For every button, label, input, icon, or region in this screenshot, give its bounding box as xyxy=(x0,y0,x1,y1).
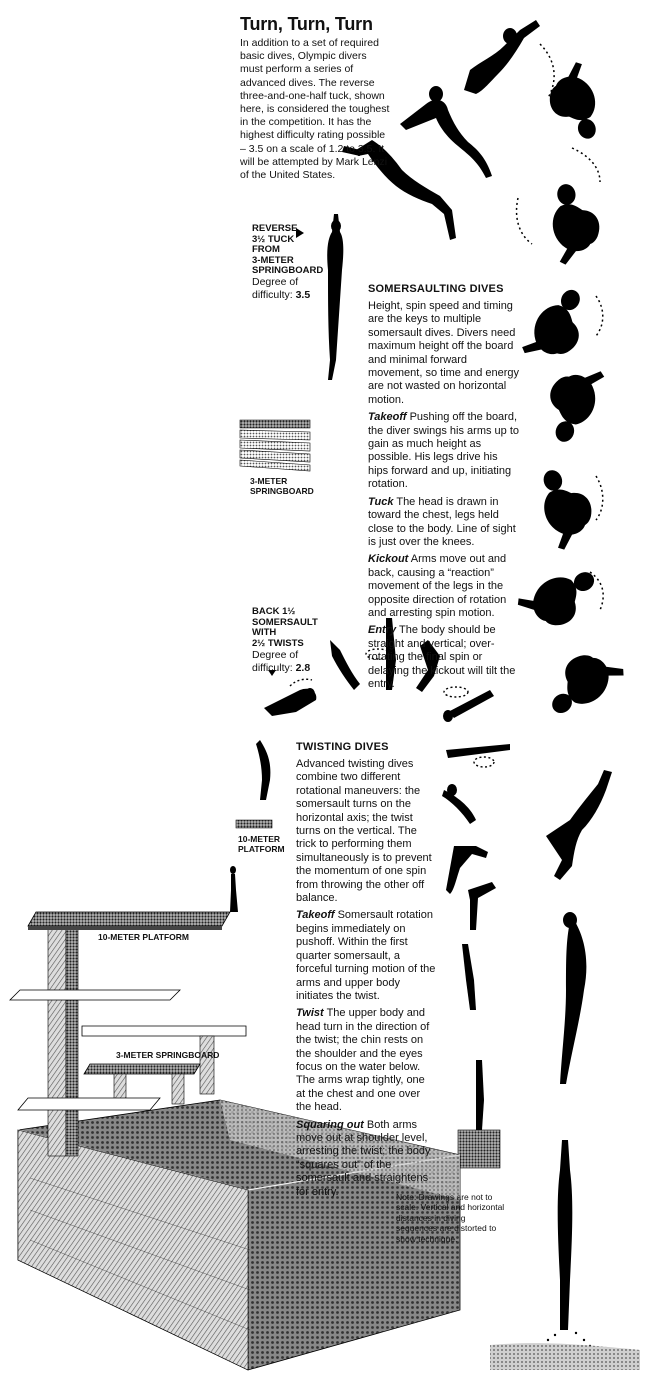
reverse-dive-name-line: SPRINGBOARD xyxy=(252,265,324,276)
somersaulting-step xyxy=(368,496,520,550)
platform-label xyxy=(238,834,285,854)
back-dive-label xyxy=(252,607,342,649)
step-text: Both arms move out at shoulder level, arresting the twist; the body “squares out” of the somersault and straightens for entry. xyxy=(296,1118,431,1198)
somersaulting-step xyxy=(368,411,520,491)
back-dive-name-line: 2½ TWISTS xyxy=(252,637,304,649)
reverse-dive-name-line: FROM xyxy=(252,244,280,255)
springboard-label-line: SPRINGBOARD xyxy=(250,486,314,496)
step-term: Kickout xyxy=(368,553,409,566)
back-dive-name-line: WITH xyxy=(252,627,277,638)
twisting-step xyxy=(296,1007,436,1114)
reverse-dive-name-line: REVERSE xyxy=(252,223,298,234)
page-title: Turn, Turn, Turn xyxy=(240,14,373,34)
springboard-label-line: 3-METER xyxy=(250,476,288,486)
back-dive-name-line: SOMERSAULT xyxy=(252,616,318,628)
reverse-dive-name-line: 3-METER xyxy=(252,254,294,266)
note-text: Note: Drawings are not to scale. Vertical and horizontal distances in diving sequences are distorted to show technique. xyxy=(396,1192,505,1244)
step-text: Arms move out and back, causing a “reaction” movement of the legs in the opposite direction of rotation and arresting spin motion. xyxy=(368,553,507,619)
step-term: Tuck xyxy=(368,495,394,508)
back-dive-difficulty xyxy=(252,649,324,675)
twisting-section xyxy=(296,741,436,1199)
platform-label-line: PLATFORM xyxy=(238,844,285,854)
intro-block xyxy=(240,14,390,182)
springboard-diagram xyxy=(240,420,310,471)
back-dive-name-line: BACK 1½ xyxy=(252,606,296,617)
step-term: Squaring out xyxy=(296,1118,364,1131)
step-term: Takeoff xyxy=(368,411,407,424)
somersaulting-step xyxy=(368,624,520,691)
pool-springboard-label: 3-METER SPRINGBOARD xyxy=(116,1050,220,1060)
step-term: Entry xyxy=(368,624,397,637)
reverse-dive-label xyxy=(252,224,342,277)
pool-platform-label: 10-METER PLATFORM xyxy=(98,932,189,942)
twisting-step xyxy=(296,1119,436,1199)
step-text: The head is drawn in toward the chest, legs held close to the body. Line of sight is just over the knees. xyxy=(368,495,516,548)
reverse-dive-name-line: 3½ TUCK xyxy=(252,233,295,245)
twisting-intro: Advanced twisting dives combine two different rotational maneuvers: the somersault turns on the horizontal axis; the twist turns on the vertical. The trick to performing them simultaneously is to prevent the momentum of one spin from throwing the other off balance. xyxy=(296,758,432,905)
somersaulting-section xyxy=(368,283,520,691)
step-text: The body should be straight and vertical; over-rotating the final spin or delaying the kickout will tilt the entry. xyxy=(368,624,516,690)
step-text: Somersault rotation begins immediately on pushoff. Within the first quarter somersault, a forceful turning motion of the arms and upper body initiates the twist. xyxy=(296,909,436,1002)
springboard-label xyxy=(250,476,314,496)
step-text: Pushing off the board, the diver swings his arms up to gain as much height as possible. His legs drive his hips forward and up, initiating rotation. xyxy=(368,411,520,491)
difficulty-value: 2.8 xyxy=(295,662,311,674)
platform-label-line: 10-METER xyxy=(238,834,281,844)
step-term: Twist xyxy=(296,1007,324,1020)
intro-text: In addition to a set of required basic dives, Olympic divers must perform a series of advanced dives. The reverse three-and-one-half tuck, shown here, is considered the toughest in the competition. It has the highest difficulty rating possible – 3.5 on a scale of 1.2 to 3.5. It will be attempted by Mark Lenzi of the United States. xyxy=(240,37,390,182)
step-term: Takeoff xyxy=(296,909,335,922)
difficulty-label: Degree of difficulty: xyxy=(252,276,299,301)
step-text: The upper body and head turn in the direction of the twist; the chin rests on the shoulder and the eyes focus on the water below. The arms wrap tightly, one at the chest and one over the head. xyxy=(296,1007,430,1114)
twisting-heading: TWISTING DIVES xyxy=(296,741,389,753)
reverse-dive-difficulty xyxy=(252,276,324,302)
twisting-step xyxy=(296,909,436,1003)
platform-icon xyxy=(236,820,272,828)
somersaulting-heading: SOMERSAULTING DIVES xyxy=(368,283,504,295)
difficulty-label: Degree of difficulty: xyxy=(252,649,299,674)
somersaulting-intro: Height, spin speed and timing are the keys to multiple somersault dives. Divers need maximum height off the board and minimal forward movement, so time and energy are not wasted on horizontal motion. xyxy=(368,300,520,406)
somersaulting-step xyxy=(368,553,520,620)
difficulty-value: 3.5 xyxy=(295,289,311,301)
